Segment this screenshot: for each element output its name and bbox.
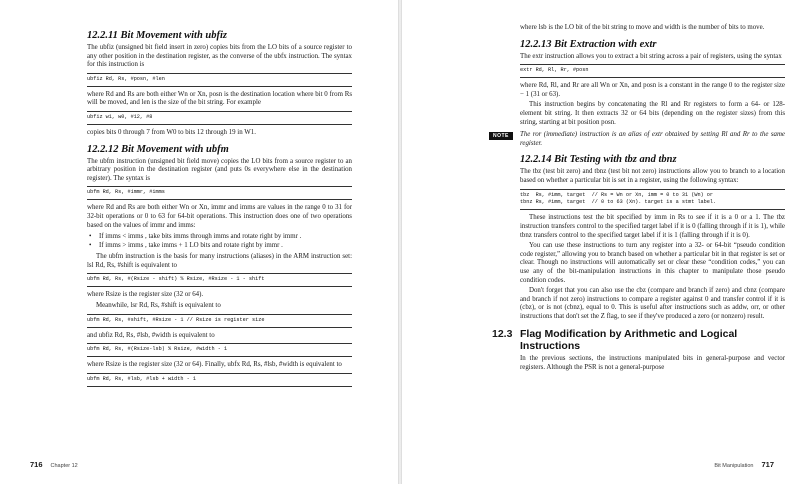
paragraph: You can use these instructions to turn any register into a 32- or 64-bit “pseudo condition code register,” allowing you to branch based on whether a particular bit in that register is set or clear. Though no instructions will automatically set or clear these “condition codes,” you can use any of the bit-manipulation instructions in this chapter to manipulate those pseudo condition codes. (520, 242, 785, 284)
paragraph: These instructions test the bit specified by imm in Rs to see if it is a 0 or a 1. The tbz instruction transfers control to the specified target label if it is 0 (falling through if it is 1), while tbnz transfers control to the specified target label if it is 1 (falling through if it is 0). (520, 214, 785, 239)
paragraph: The ubfm instruction (unsigned bit field move) copies the LO bits from a source register to an arbitrary position in the destination register (and puts 0s everywhere else in the destination register). The syntax is (87, 157, 352, 182)
paragraph: In the previous sections, the instructions manipulated bits in general-purpose and vector registers. Although the PSR is not a general-purpose (520, 355, 785, 372)
paragraph: copies bits 0 through 7 from W0 to bits 12 through 19 in W1. (87, 128, 256, 136)
code-block-ubfm-syntax: ubfm Rd, Rs, #immr, #imms (87, 186, 352, 200)
list-item: • If imms > imms , take imms + 1 LO bits and rotate right by immr . (99, 241, 352, 250)
running-head: Chapter 12 (50, 463, 78, 469)
right-page (402, 0, 800, 484)
section-heading-extr: 12.2.13 Bit Extraction with extr (520, 38, 657, 50)
paragraph: where Rd, Rl, and Rr are all Wn or Xn, and posn is a constant in the range 0 to the register size − 1 (31 or 63). (520, 82, 785, 98)
paragraph: where Rsize is the register size (32 or 64). (87, 291, 204, 299)
section-heading-ubfm: 12.2.12 Bit Movement with ubfm (87, 143, 229, 155)
code-block-ubfiz-syntax: ubfiz Rd, Rs, #posn, #len (87, 73, 352, 87)
code-block-tbz-syntax: tbz Rs, #imm, target // Rs = Wn or Xn, imm = 0 to 31 (Wn) or tbnz Rs, #imm, target // 0 to 63 (Xn). target is a stmt label. (520, 189, 785, 211)
section-heading-tbz: 12.2.14 Bit Testing with tbz and tbnz (520, 154, 677, 166)
paragraph: The extr instruction allows you to extract a bit string across a pair of registers, using the syntax (520, 52, 782, 60)
paragraph: where Rd and Rs are both either Wn or Xn, immr and imms are values in the range 0 to 31 for 32-bit operations or 0 to 63 for 64-bit operations. This instruction does one of two operations based on the values of immr and imms: (87, 204, 352, 229)
section-heading-12-3 (492, 328, 785, 353)
left-text-column (87, 24, 352, 391)
paragraph: Meanwhile, lsr Rd, Rs, #shift is equivalent to (96, 301, 221, 309)
note-box (493, 131, 785, 148)
code-block-ubfx-alias: ubfm Rd, Rs, #lsb, #lsb + width - 1 (87, 373, 352, 387)
paragraph: The tbz (test bit zero) and tbnz (test bit not zero) instructions allow you to branch to a location based on whether a particular bit is set in a register, using the following syntax: (520, 168, 785, 184)
paragraph: where Rd and Rs are both either Wn or Xn, posn is the destination location where bit 0 from Rs will be moved, and len is the size of the bit string. For example (87, 90, 352, 107)
code-block-ubfiz-alias: ubfm Rd, Rs, #(Rsize-lsb) % Rsize, #width - 1 (87, 343, 352, 357)
right-page-footer (714, 454, 774, 472)
paragraph: This instruction begins by concatenating the Rl and Rr registers to form a 64- or 128-element bit string. It then extracts 32 or 64 bits (depending on the register sizes) from this string, starting at bit position posn. (520, 101, 785, 126)
left-page (0, 0, 398, 484)
paragraph: and ubfiz Rd, Rs, #lsb, #width is equivalent to (87, 331, 215, 339)
code-block-lsl-alias: ubfm Rd, Rs, #(Rsize - shift) % Rsize, #Rsize - 1 - shift (87, 273, 352, 287)
paragraph: where Rsize is the register size (32 or 64). Finally, ubfx Rd, Rs, #lsb, #width is equivalent to (87, 361, 342, 369)
section-title: Flag Modification by Arithmetic and Logical Instructions (520, 328, 738, 353)
paragraph: The ubfm instruction is the basis for many instructions (aliases) in the ARM instruction set: lsl Rd, Rs, #shift is equivalent to (87, 253, 352, 269)
running-head: Bit Manipulation (714, 463, 754, 469)
list-item: • If imms < imms , take bits imms through imms and rotate right by immr . (99, 232, 352, 241)
right-text-column (492, 24, 785, 375)
paragraph: where lsb is the LO bit of the bit string to move and width is the number of bits to move. (520, 24, 765, 31)
section-heading-ubfiz: 12.2.11 Bit Movement with ubfiz (87, 30, 228, 41)
section-number: 12.3 (492, 328, 513, 341)
code-block-lsr-alias: ubfm Rd, Rs, #shift, #Rsize - 1 // Rsize is register size (87, 314, 352, 328)
code-block-extr-syntax: extr Rd, Rl, Rr, #posn (520, 64, 785, 78)
left-page-footer (30, 454, 78, 472)
bullet-list (87, 232, 352, 250)
paragraph: The ubfiz (unsigned bit field insert in zero) copies bits from the LO bits of a source register to any other position in the destination register, as the converse of the ubfx instruction. The syntax for this instruction is (87, 44, 352, 69)
paragraph: Don't forget that you can also use the cbz (compare and branch if zero) and cbnz (compare and branch if not zero) instructions to compare a register against 0 and transfer control if it is (cbz), or is not (cbnz), equal to 0. This is useful after instructions such as addw, orr, or other instructions that don't set the Z flag, to see if they've produced a zero (or nonzero) result. (520, 287, 785, 320)
page-number: 716 (30, 460, 43, 469)
note-text: The ror (immediate) instruction is an alias of extr obtained by setting Rl and Rr to the same register. (520, 131, 785, 147)
code-block-ubfiz-example: ubfiz w1, w0, #12, #8 (87, 111, 352, 125)
page-number: 717 (761, 460, 774, 469)
note-label: NOTE (489, 132, 513, 140)
